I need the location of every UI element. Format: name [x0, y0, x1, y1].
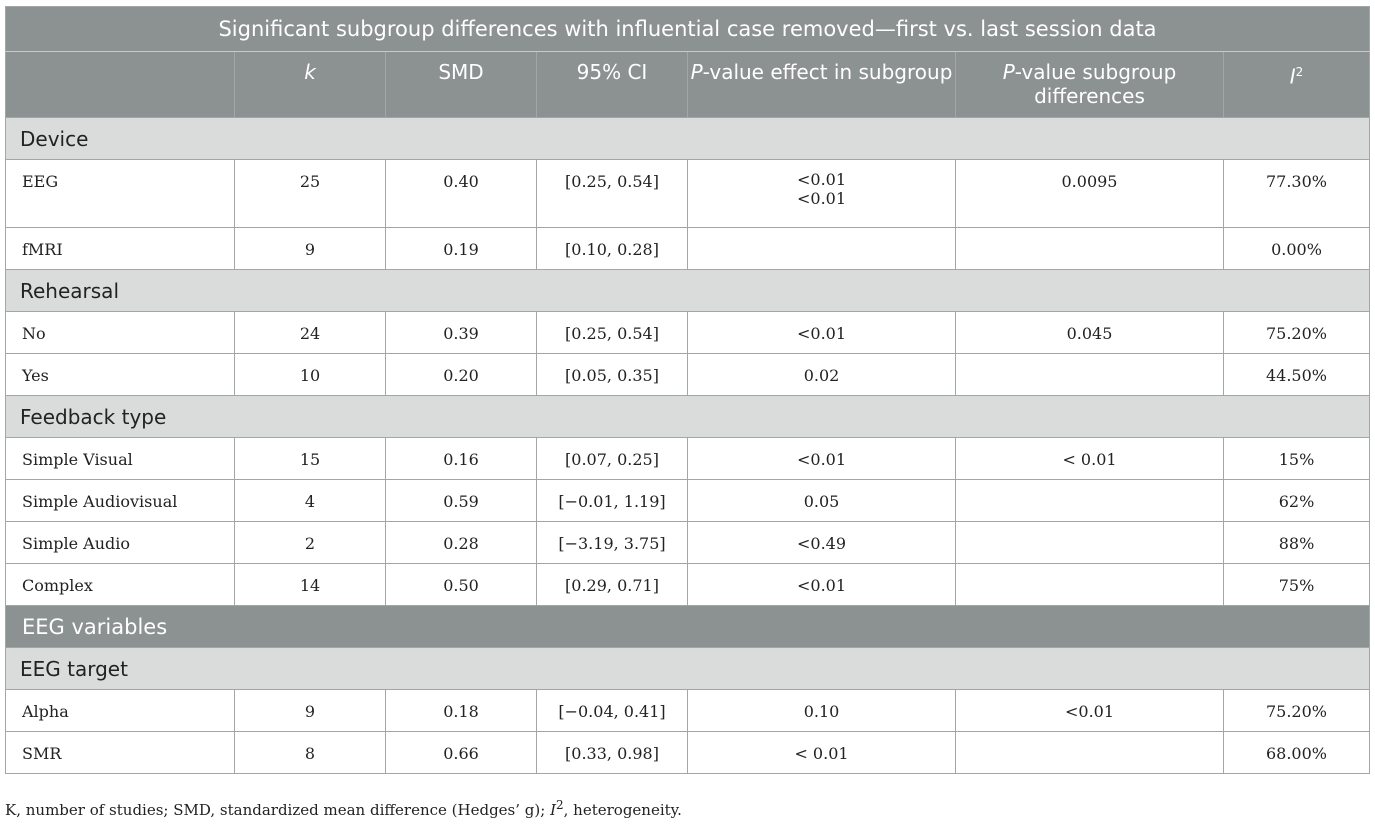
cell-ci: [−0.04, 0.41]: [537, 690, 688, 732]
footnote-i: I: [550, 801, 556, 819]
row-label: Yes: [6, 354, 235, 396]
cell-smd: 0.66: [386, 732, 537, 774]
cell-p-effect-line-2: <0.01: [796, 189, 847, 208]
cell-p-diff: < 0.01: [956, 438, 1224, 480]
cell-p-diff: [956, 564, 1224, 606]
cell-ci: [−3.19, 3.75]: [537, 522, 688, 564]
cell-ci: [0.05, 0.35]: [537, 354, 688, 396]
table-row: [6, 438, 1370, 480]
header-p-diff-rest: -value subgroup differences: [1014, 60, 1177, 108]
cell-k: 15: [235, 438, 386, 480]
row-label: fMRI: [6, 228, 235, 270]
cell-k: 14: [235, 564, 386, 606]
cell-p-effect: 0.02: [688, 354, 956, 396]
cell-smd: 0.16: [386, 438, 537, 480]
table-row: [6, 480, 1370, 522]
row-label: SMR: [6, 732, 235, 774]
cell-p-diff: [956, 354, 1224, 396]
subgroup-heading: EEG target: [6, 648, 1370, 690]
cell-k: 9: [235, 228, 386, 270]
cell-k: 25: [235, 160, 386, 228]
table-row: [6, 564, 1370, 606]
cell-p-effect: <0.01: [688, 312, 956, 354]
cell-p-effect: 0.10: [688, 690, 956, 732]
cell-p-diff: [956, 228, 1224, 270]
subgroup-table: [5, 6, 1370, 774]
cell-k: 9: [235, 690, 386, 732]
cell-p-effect: <0.01: [688, 564, 956, 606]
cell-p-diff: 0.0095: [956, 160, 1224, 228]
footnote-after: , heterogeneity.: [563, 801, 682, 819]
groups-body: [6, 118, 1370, 606]
cell-i2: 75.20%: [1224, 312, 1370, 354]
subgroup-heading: Device: [6, 118, 1370, 160]
section-row: [6, 606, 1370, 648]
cell-i2: 44.50%: [1224, 354, 1370, 396]
cell-i2: 15%: [1224, 438, 1370, 480]
table-container: [5, 6, 1369, 774]
header-k: k: [235, 52, 386, 118]
header-ci: 95% CI: [537, 52, 688, 118]
table-row: [6, 312, 1370, 354]
subgroup-heading-row: [6, 648, 1370, 690]
cell-k: 8: [235, 732, 386, 774]
cell-p-effect: 0.05: [688, 480, 956, 522]
cell-i2: 62%: [1224, 480, 1370, 522]
cell-k: 2: [235, 522, 386, 564]
header-p-effect: [688, 52, 956, 118]
header-row: [6, 52, 1370, 118]
cell-ci: [0.33, 0.98]: [537, 732, 688, 774]
row-label: Alpha: [6, 690, 235, 732]
cell-i2: 68.00%: [1224, 732, 1370, 774]
row-label: EEG: [6, 160, 235, 228]
header-p-effect-rest: -value effect in subgroup: [702, 60, 953, 84]
footnote-sup: 2: [556, 798, 564, 812]
cell-smd: 0.28: [386, 522, 537, 564]
cell-p-diff: 0.045: [956, 312, 1224, 354]
header-i2-letter: I: [1289, 64, 1296, 89]
subgroup-heading-row: [6, 118, 1370, 160]
subgroup-heading-row: [6, 396, 1370, 438]
cell-smd: 0.40: [386, 160, 537, 228]
section-heading: EEG variables: [6, 606, 1370, 648]
row-label: Simple Visual: [6, 438, 235, 480]
table-row: [6, 354, 1370, 396]
table-row: [6, 522, 1370, 564]
cell-smd: 0.18: [386, 690, 537, 732]
cell-i2: 75%: [1224, 564, 1370, 606]
subgroup-heading: Feedback type: [6, 396, 1370, 438]
cell-p-diff: [956, 480, 1224, 522]
eeg-body: [6, 648, 1370, 774]
cell-ci: [0.07, 0.25]: [537, 438, 688, 480]
table-row: [6, 160, 1370, 228]
footnote-text: K, number of studies; SMD, standardized mean difference (Hedges’ g);: [5, 801, 551, 819]
header-i2-sup: 2: [1295, 65, 1304, 79]
header-p-effect-prefix: P: [690, 60, 703, 84]
row-label: Simple Audiovisual: [6, 480, 235, 522]
cell-ci: [−0.01, 1.19]: [537, 480, 688, 522]
cell-p-effect-line-1: <0.01: [796, 170, 847, 189]
cell-k: 10: [235, 354, 386, 396]
cell-ci: [0.10, 0.28]: [537, 228, 688, 270]
cell-smd: 0.50: [386, 564, 537, 606]
row-label: No: [6, 312, 235, 354]
cell-i2: 88%: [1224, 522, 1370, 564]
subgroup-heading: Rehearsal: [6, 270, 1370, 312]
cell-p-effect: [688, 228, 956, 270]
row-label: Simple Audio: [6, 522, 235, 564]
row-label: Complex: [6, 564, 235, 606]
cell-smd: 0.59: [386, 480, 537, 522]
cell-p-diff: <0.01: [956, 690, 1224, 732]
cell-smd: 0.19: [386, 228, 537, 270]
cell-ci: [0.25, 0.54]: [537, 160, 688, 228]
table-row: [6, 228, 1370, 270]
cell-p-diff: [956, 522, 1224, 564]
cell-i2: 75.20%: [1224, 690, 1370, 732]
cell-p-diff: [956, 732, 1224, 774]
footnote: [5, 798, 682, 819]
header-smd: SMD: [386, 52, 537, 118]
header-label: [6, 52, 235, 118]
header-p-diff: [956, 52, 1224, 118]
cell-k: 4: [235, 480, 386, 522]
cell-i2: 77.30%: [1224, 160, 1370, 228]
table-row: [6, 690, 1370, 732]
cell-p-effect: < 0.01: [688, 732, 956, 774]
cell-p-effect: <0.49: [688, 522, 956, 564]
cell-smd: 0.39: [386, 312, 537, 354]
cell-p-effect: [688, 160, 956, 228]
subgroup-heading-row: [6, 270, 1370, 312]
cell-ci: [0.25, 0.54]: [537, 312, 688, 354]
cell-p-effect: <0.01: [688, 438, 956, 480]
cell-i2: 0.00%: [1224, 228, 1370, 270]
cell-k: 24: [235, 312, 386, 354]
table-title: Significant subgroup differences with influential case removed—first vs. last session data: [6, 7, 1370, 52]
cell-smd: 0.20: [386, 354, 537, 396]
cell-ci: [0.29, 0.71]: [537, 564, 688, 606]
table-row: [6, 732, 1370, 774]
header-p-diff-prefix: P: [1002, 60, 1015, 84]
table-title-row: [6, 7, 1370, 52]
header-i2: [1224, 52, 1370, 118]
